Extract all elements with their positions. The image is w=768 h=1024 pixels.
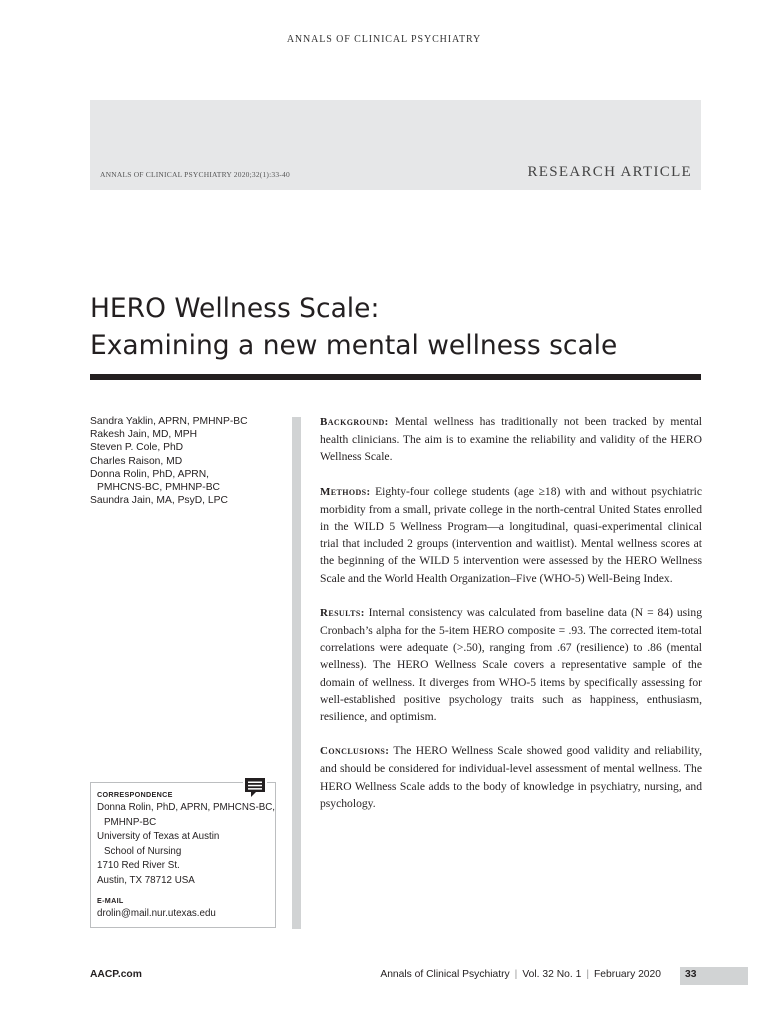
title-rule: [90, 374, 701, 380]
correspondence-organization: University of Texas at Austin: [97, 831, 220, 843]
correspondence-department: School of Nursing: [104, 845, 182, 857]
author: Donna Rolin, PhD, APRN,: [90, 468, 210, 480]
author: Sandra Yaklin, APRN, PMHNP-BC: [90, 416, 248, 427]
volume-issue: Vol. 32 No. 1: [522, 969, 582, 980]
methods-label: Methods:: [320, 485, 371, 498]
author: Charles Raison, MD: [90, 455, 183, 467]
journal-citation: ANNALS OF CLINICAL PSYCHIATRY 2020;32(1):33-40: [100, 170, 290, 179]
title-line-1: HERO Wellness Scale:: [90, 293, 380, 324]
correspondence-street: 1710 Red River St.: [97, 860, 180, 872]
background-label: Background:: [320, 416, 389, 428]
site-link[interactable]: AACP.com: [90, 969, 142, 980]
abstract-results: [320, 604, 702, 725]
article-title: [90, 290, 701, 364]
chat-bubble-icon: [243, 777, 267, 799]
results-text: Internal consistency was calculated from baseline data (N = 84) using Cronbach’s alpha for the 5-item HERO composite = .93. The corrected item-total correlations were adequate (>.50), ranging from .67 (resilience) to .86 (mental wellness). The HERO Wellness Scale covers a representative sample of the domain of wellness. It diverges from WHO-5 items by specifically assessing for well-established positive psychology traits such as happiness, enthusiasm, resilience, and optimism.: [320, 605, 702, 724]
correspondence-name: Donna Rolin, PhD, APRN, PMHCNS-BC,: [97, 802, 276, 813]
author: Rakesh Jain, MD, MPH: [90, 429, 198, 441]
abstract-side-bar: [292, 417, 301, 929]
abstract-methods: [320, 483, 702, 587]
article-type-label: RESEARCH ARTICLE: [527, 164, 692, 180]
email-heading: E-MAIL: [97, 895, 124, 905]
author: Steven P. Cole, PhD: [90, 442, 184, 454]
correspondence-email[interactable]: drolin@mail.nur.utexas.edu: [97, 907, 216, 919]
conclusions-label: Conclusions:: [320, 745, 390, 758]
running-head: ANNALS OF CLINICAL PSYCHIATRY: [286, 34, 482, 45]
footer-separator: |: [586, 969, 590, 980]
footer-separator: |: [514, 969, 518, 980]
correspondence-credentials: PMHNP-BC: [104, 816, 157, 828]
author: Saundra Jain, MA, PsyD, LPC: [90, 495, 228, 507]
background-text: Mental wellness has traditionally not been tracked by mental health clinicians. The aim is to examine the reliability and validity of the HERO Wellness Scale.: [320, 415, 702, 464]
correspondence-box: [90, 782, 276, 928]
abstract-conclusions: [320, 742, 702, 812]
page-footer: [90, 967, 748, 987]
header-banner: [90, 100, 701, 190]
correspondence-city: Austin, TX 78712 USA: [97, 874, 195, 886]
author-list: [90, 415, 290, 507]
abstract-background: [320, 413, 702, 466]
footer-journal-info: [380, 969, 661, 980]
author-continuation: PMHCNS-BC, PMHNP-BC: [97, 482, 220, 494]
journal-name: Annals of Clinical Psychiatry: [380, 969, 510, 980]
correspondence-heading: CORRESPONDENCE: [97, 790, 173, 799]
title-line-2: Examining a new mental wellness scale: [90, 330, 618, 361]
results-label: Results:: [320, 606, 365, 619]
page-number: 33: [685, 969, 697, 980]
issue-date: February 2020: [594, 969, 661, 980]
abstract: [320, 413, 702, 829]
page-number-box: [680, 967, 748, 985]
conclusions-text: The HERO Wellness Scale showed good validity and reliability, and should be considered for individual-level assessment of mental wellness. The HERO Wellness Scale adds to the body of knowledge in psychiatry, nursing, and psychology.: [320, 744, 702, 810]
methods-text: Eighty-four college students (age ≥18) with and without psychiatric morbidity from a small, private college in the north-central United States enrolled in the WILD 5 Wellness Program—a longitudinal, quasi-experimental clinical trial that included 2 groups (intervention and waitlist). Mental wellness scores at the beginning of the WILD 5 intervention were assessed by the HERO Wellness Scale and the World Health Organization–Five (WHO-5) Well-Being Index.: [320, 484, 702, 585]
